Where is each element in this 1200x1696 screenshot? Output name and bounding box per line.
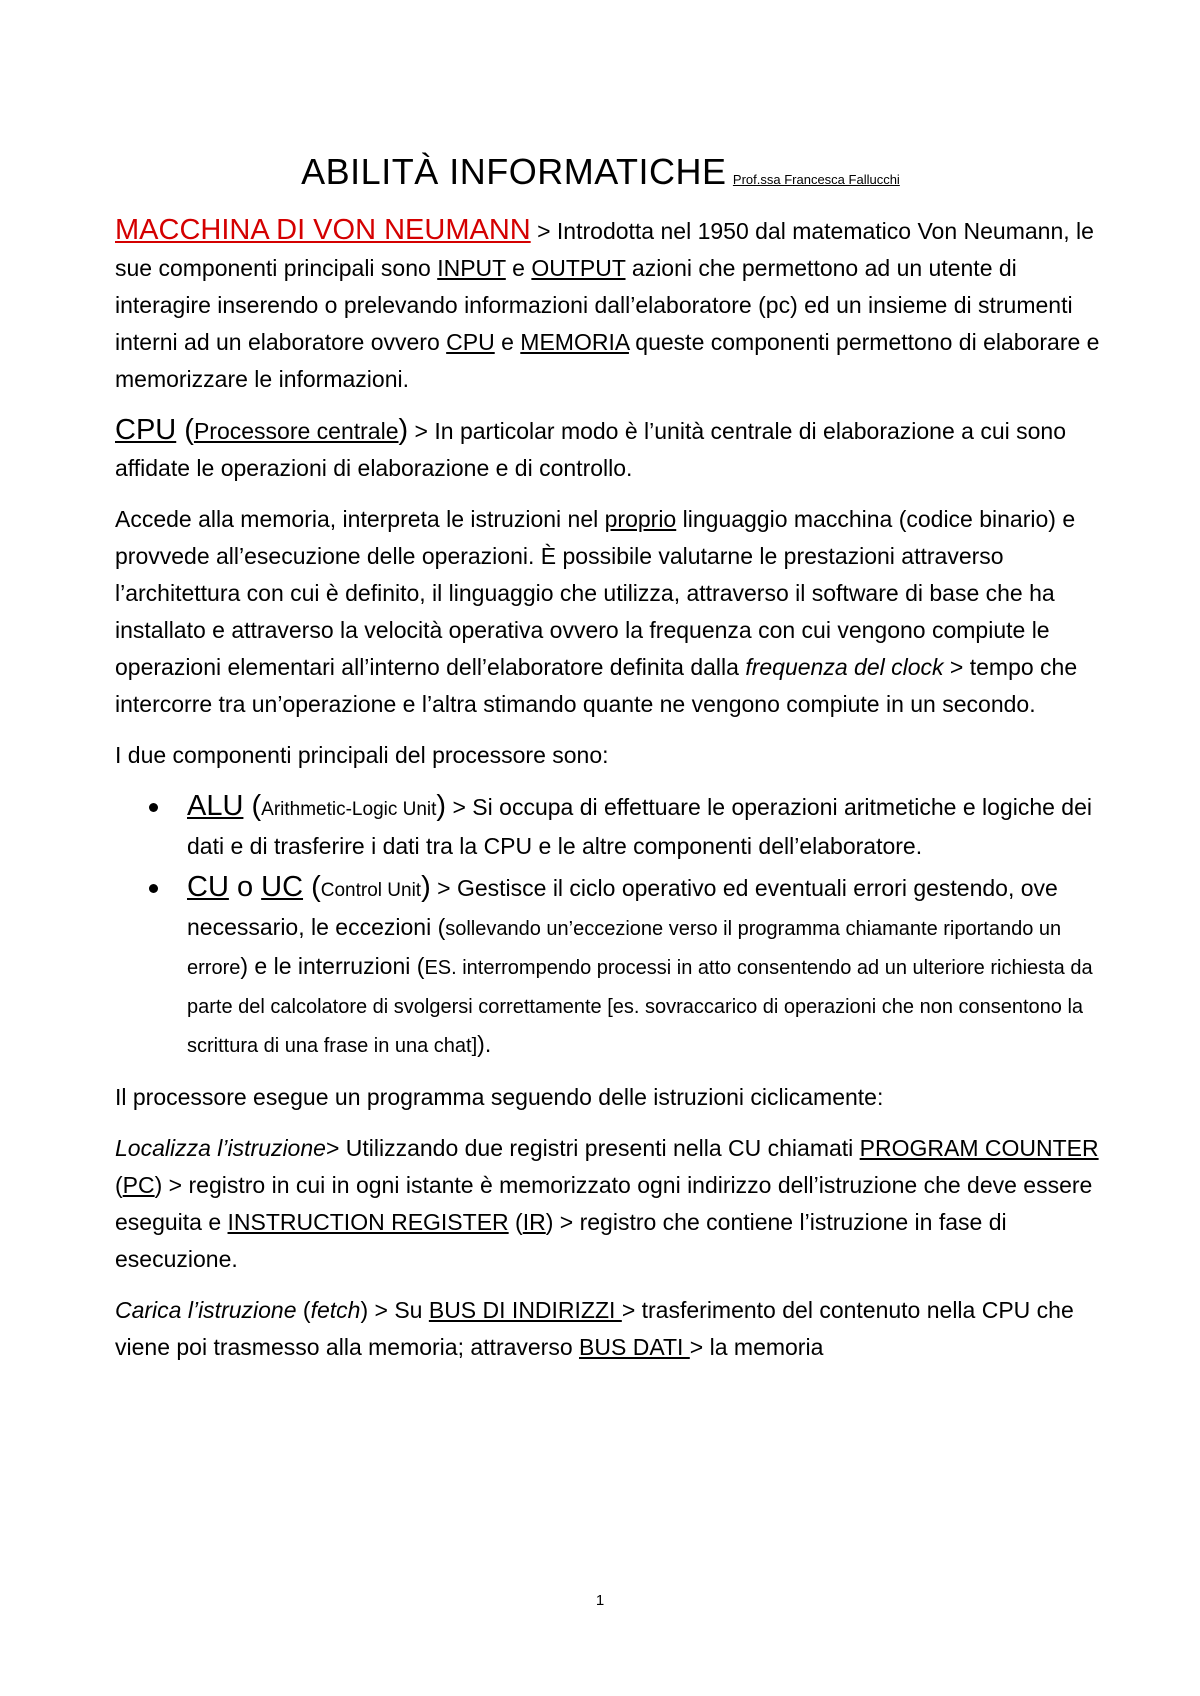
term-cpu: CPU <box>446 329 495 355</box>
text: ). <box>477 1031 492 1057</box>
term-memoria: MEMORIA <box>520 329 629 355</box>
text: ) <box>436 790 447 822</box>
text: ( <box>508 1209 523 1235</box>
note-interruzioni: ES. interrompendo processi in atto consentendo ad un ulteriore richiesta da parte del calcolatore di svolgersi correttamente [es. sovraccarico di operazioni che non consentono la scrittura di una frase in una chat] <box>187 957 1093 1057</box>
text: ( <box>176 414 194 446</box>
text: queste componenti permettono di elaborare e memorizzare le informazioni. <box>115 329 1100 392</box>
text: Accede alla memoria, interpreta le istruzioni nel <box>115 506 605 532</box>
text: linguaggio macchina (codice binario) e provvede all’esecuzione delle operazioni. È possibile valutarne le prestazioni attraverso l’architettura con cui è definito, il linguaggio che utilizza, attraverso il software di base che ha installato e attraverso la velocità operativa ovvero la frequenza con cui vengono compiute le operazioni elementari all’interno dell’elaboratore definita dalla <box>115 506 1076 680</box>
paragraph-cpu <box>115 412 1100 487</box>
term-output: OUTPUT <box>531 255 626 281</box>
term-instruction-register: INSTRUCTION REGISTER <box>227 1209 509 1235</box>
paragraph-accede <box>115 501 1100 723</box>
text: ) > Su <box>360 1297 429 1323</box>
term-bus-indirizzi: BUS DI INDIRIZZI <box>428 1297 622 1323</box>
text: ( <box>303 871 321 903</box>
text: > In particolar modo è l’unità centrale di elaborazione a cui sono affidate le operazioni di elaborazione e di controllo. <box>115 418 1066 481</box>
bullet-icon <box>149 884 158 893</box>
text: > la memoria <box>689 1334 824 1360</box>
term-fetch: fetch <box>310 1297 361 1323</box>
text: > tempo che intercorre tra un’operazione e l’altra stimando quante ne vengono compiute in un secondo. <box>115 654 1078 717</box>
paragraph-localizza <box>115 1130 1100 1278</box>
bullet-icon <box>149 803 158 812</box>
heading-von-neumann: MACCHINA DI VON NEUMANN <box>115 214 531 246</box>
page-number: 1 <box>595 1592 605 1609</box>
component-list <box>115 788 1100 1065</box>
step-localizza: Localizza l’istruzione <box>115 1135 326 1161</box>
author-name: Prof.ssa Francesca Fallucchi <box>732 172 900 187</box>
term-cu: CU <box>187 871 229 903</box>
list-item-cu <box>115 869 1100 1065</box>
term-uc: UC <box>261 871 304 903</box>
list-item-alu <box>115 788 1100 865</box>
note-eccezioni: sollevando un’eccezione verso il programma chiamante riportando un errore <box>187 918 1062 979</box>
alu-subtitle: Arithmetic-Logic Unit <box>261 799 437 820</box>
term-program-counter: PROGRAM COUNTER <box>859 1135 1099 1161</box>
text: e <box>505 255 532 281</box>
text: ( <box>296 1297 311 1323</box>
cu-subtitle: Control Unit <box>320 880 422 901</box>
text: ) e le interruzioni ( <box>240 953 425 979</box>
step-carica: Carica l’istruzione <box>115 1297 297 1323</box>
heading-cpu: CPU <box>115 414 177 446</box>
text: ) <box>421 871 431 903</box>
paragraph-processore: Il processore esegue un programma seguendo delle istruzioni ciclicamente: <box>115 1084 884 1110</box>
term-bus-dati: BUS DATI <box>579 1334 690 1360</box>
term-input: INPUT <box>437 255 506 281</box>
paragraph-von-neumann <box>115 212 1100 398</box>
term-ir: IR <box>522 1209 546 1235</box>
text: azioni che permettono ad un utente di interagire inserendo o prelevando informazioni dall’elaboratore (pc) ed un insieme di strumenti interni ad un elaboratore ovvero <box>115 255 1073 355</box>
term-alu: ALU <box>187 790 244 822</box>
text: > Introdotta nel 1950 dal matematico Von Neumann, le sue componenti principali sono <box>115 218 1094 281</box>
title-line <box>101 150 1100 198</box>
paragraph-carica <box>115 1292 1100 1366</box>
text: e <box>494 329 521 355</box>
text: ( <box>115 1172 123 1198</box>
term-clock: frequenza del clock <box>745 654 944 680</box>
text: > Gestisce il ciclo operativo ed eventuali errori gestendo, ove necessario, le eccezioni ( <box>187 875 1058 940</box>
term-pc: PC <box>122 1172 155 1198</box>
paragraph-due-componenti: I due componenti principali del processore sono: <box>115 742 609 768</box>
page-content <box>115 150 1100 1380</box>
text: ) <box>398 414 409 446</box>
text: > trasferimento del contenuto nella CPU che viene poi trasmesso alla memoria; attraverso <box>115 1297 1074 1360</box>
text: o <box>228 871 262 903</box>
text: > Si occupa di effettuare le operazioni aritmetiche e logiche dei dati e di trasferire i dati tra la CPU e le altre componenti dell’elaboratore. <box>187 794 1092 859</box>
text: > Utilizzando due registri presenti nella CU chiamati <box>325 1135 860 1161</box>
text: ) > registro in cui in ogni istante è memorizzato ogni indirizzo dell’istruzione che deve essere eseguita e <box>115 1172 1093 1235</box>
page-title: ABILITÀ INFORMATICHE <box>301 151 727 192</box>
term-proprio: proprio <box>604 506 677 532</box>
cpu-subtitle: Processore centrale <box>193 418 399 444</box>
text: ( <box>243 790 262 822</box>
text: ) > registro che contiene l’istruzione in fase di esecuzione. <box>115 1209 1007 1272</box>
